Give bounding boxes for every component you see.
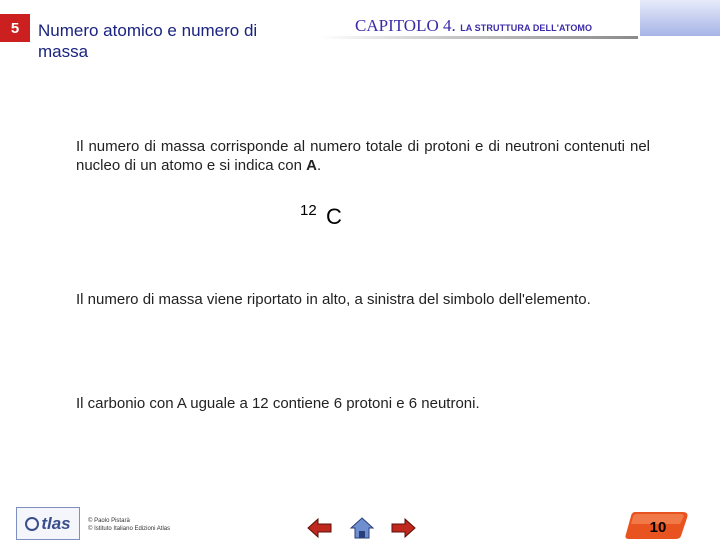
definition-symbol: A [306, 157, 317, 174]
chapter-heading [355, 16, 592, 36]
home-button[interactable] [349, 515, 375, 541]
back-button[interactable] [307, 515, 333, 541]
atlas-logo [16, 507, 80, 540]
chapter-title: LA STRUTTURA DELL'ATOMO [460, 23, 593, 33]
forward-button[interactable] [390, 515, 416, 541]
header-divider [320, 36, 638, 39]
logo-text: tlas [41, 513, 71, 533]
definition-term: numero di massa [88, 138, 206, 155]
element-symbol: C [326, 204, 342, 229]
mass-number: 12 [300, 202, 317, 219]
page-number: 10 [649, 518, 667, 536]
definition-text-end: . [317, 157, 322, 174]
header-decoration [640, 0, 720, 36]
credit-author: © Paolo Pistarà [88, 518, 130, 524]
credits [88, 517, 170, 533]
credit-publisher: © Istituto Italiano Edizioni Atlas [88, 526, 171, 532]
home-icon [349, 516, 375, 540]
definition-paragraph [76, 137, 650, 175]
logo-ring-icon [25, 517, 39, 531]
forward-arrow-icon [390, 517, 416, 539]
example-paragraph: Il carbonio con A uguale a 12 contiene 6 protoni e 6 neutroni. [76, 395, 480, 412]
definition-text-middle: corrisponde al numero totale di protoni e di neutroni contenuti nel nucleo di un atomo e si indica con [76, 138, 650, 174]
section-number-badge: 5 [0, 14, 30, 42]
notation-paragraph: Il numero di massa viene riportato in alto, a sinistra del simbolo dell'elemento. [76, 291, 591, 308]
back-arrow-icon [307, 517, 333, 539]
section-title: Numero atomico e numero di massa [38, 21, 258, 61]
chapter-label: CAPITOLO 4. [355, 16, 456, 35]
definition-text-start: Il [76, 138, 89, 155]
